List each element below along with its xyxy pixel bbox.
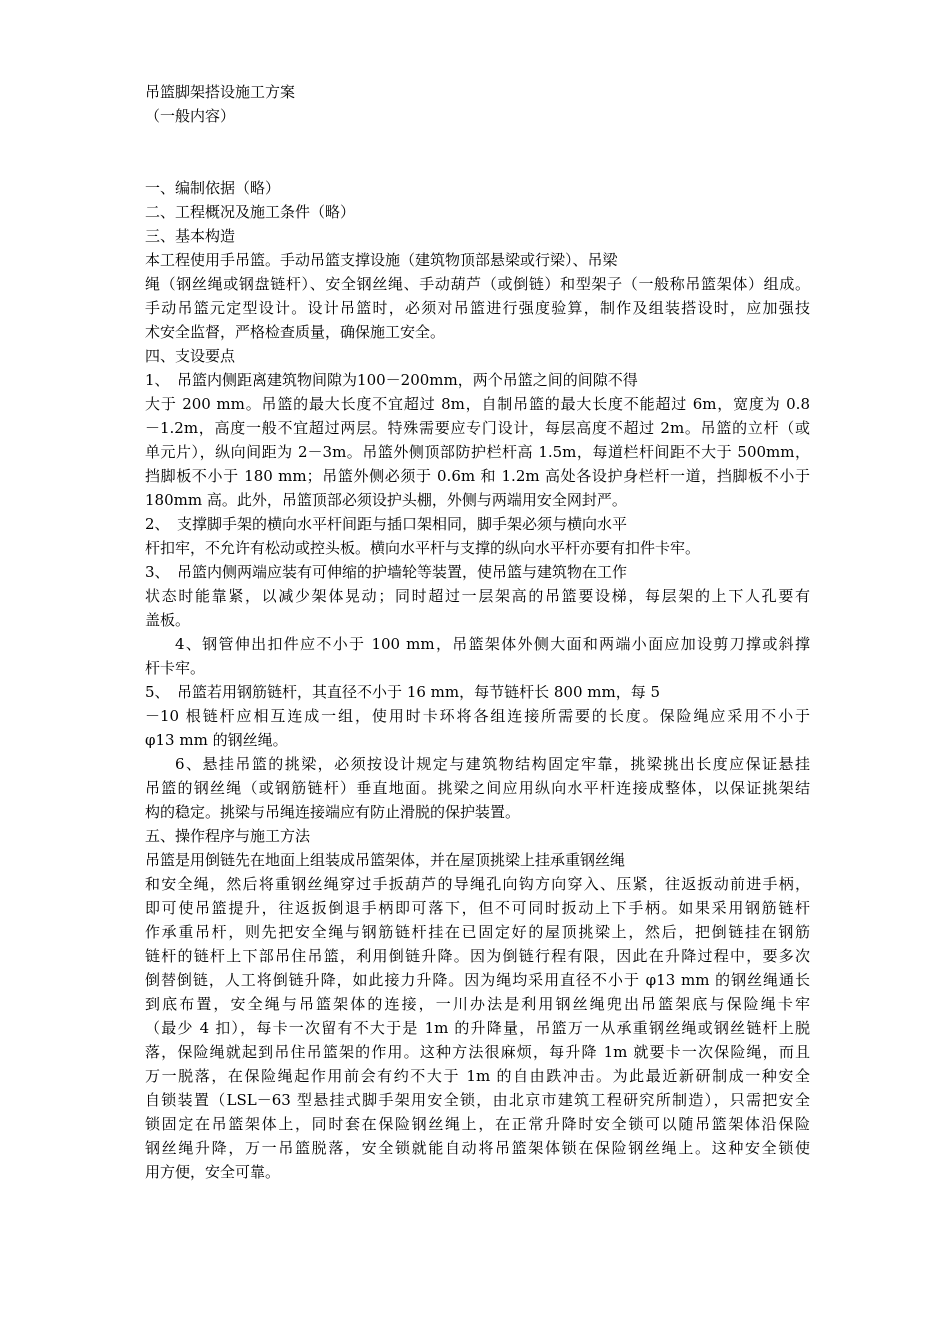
text-line: 5、 吊篮若用钢筋链杆，其直径不小于 16 mm，每节链杆长 800 mm，每 5: [145, 683, 661, 701]
paragraph-point-3: [145, 560, 810, 632]
text-line: 即可使吊篮提升，往返扳倒退手柄即可落下，但不可同时扳动上下手柄。如果采用钢筋链杆: [145, 899, 810, 917]
text-line: 自锁装置（LSL－63 型悬挂式脚手架用安全锁，由北京市建筑工程研究所制造），只需把安全: [145, 1091, 810, 1109]
text-line: 盖板。: [145, 611, 191, 629]
text-line: φ13 mm 的钢丝绳。: [145, 731, 288, 749]
text-line: 3、 吊篮内侧两端应装有可伸缩的护墙轮等装置，使吊篮与建筑物在工作: [145, 563, 628, 581]
text-line: 万一脱落，在保险绳起作用前会有约不大于 1m 的自由跌冲击。为此最近新研制成一种安全: [145, 1067, 810, 1085]
text-line: 本工程使用手吊篮。手动吊篮支撑设施（建筑物顶部悬梁或行梁）、吊梁: [145, 251, 618, 269]
text-line: 状态时能靠紧，以减少架体晃动；同时超过一层架高的吊篮要设梯，每层架的上下人孔要有: [145, 587, 810, 605]
text-line: 1、 吊篮内侧距离建筑物间隙为100－200mm，两个吊篮之间的间隙不得: [145, 371, 638, 389]
text-line: 倒替倒链，人工将倒链升降，如此接力升降。因为绳均采用直径不小于 φ13 mm 的钢丝绳通长: [145, 971, 810, 989]
text-line: 钢丝绳升降，万一吊篮脱落，安全锁就能自动将吊篮架体锁在保险钢丝绳上。这种安全锁使: [145, 1139, 810, 1157]
section-heading-2: 二、工程概况及施工条件（略）: [145, 203, 356, 221]
text-line: 单元片），纵向间距为 2－3m。吊篮外侧顶部防护栏杆高 1.5m，每道栏杆间距不大于 500mm，: [145, 443, 810, 461]
document-body: [145, 80, 810, 1184]
document-subtitle: （一般内容）: [145, 107, 236, 125]
text-line: 用方便，安全可靠。: [145, 1163, 281, 1181]
paragraph-point-4: [145, 632, 810, 680]
text-line: 构的稳定。挑梁与吊绳连接端应有防止滑脱的保护装置。: [145, 803, 521, 821]
document-title: 吊篮脚架搭设施工方案: [145, 83, 296, 101]
text-line: 到底布置，安全绳与吊篮架体的连接，一川办法是利用钢丝绳兜出吊篮架底与保险绳卡牢: [145, 995, 810, 1013]
section-heading-5: 五、操作程序与施工方法: [145, 827, 311, 845]
text-line: －1.2m，高度一般不宜超过两层。特殊需要应专门设计，每层高度不超过 2m。吊篮的立杆（或: [145, 419, 810, 437]
text-line: 术安全监督，严格检查质量，确保施工安全。: [145, 323, 446, 341]
text-line: 180mm 高。此外，吊篮顶部必须设护头棚，外侧与两端用安全网封严。: [145, 491, 627, 509]
text-line: 吊篮是用倒链先在地面上组装成吊篮架体，并在屋顶挑梁上挂承重钢丝绳: [145, 851, 626, 869]
text-line: 锁固定在吊篮架体上，同时套在保险钢丝绳上，在正常升降时安全锁可以随吊篮架体沿保险: [145, 1115, 810, 1133]
text-line: 杆扣牢，不允许有松动或控头板。横向水平杆与支撑的纵向水平杆亦要有扣件卡牢。: [145, 539, 701, 557]
text-line: 2、 支撑脚手架的横向水平杆间距与插口架相同，脚手架必须与横向水平: [145, 515, 628, 533]
section-heading-1: 一、编制依据（略）: [145, 179, 281, 197]
text-line: 杆卡牢。: [145, 659, 206, 677]
text-line: （最少 4 扣），每卡一次留有不大于是 1m 的升降量，吊篮万一从承重钢丝绳或钢丝链杆上脱: [145, 1019, 810, 1037]
text-line: 绳（钢丝绳或钢盘链杆）、安全钢丝绳、手动葫芦（或倒链）和型架子（一般称吊篮架体）组成。: [145, 275, 810, 293]
text-line: 链杆的链杆上下部吊住吊篮，利用倒链升降。因为倒链行程有限，因此在升降过程中，要多次: [145, 947, 810, 965]
text-line: 作承重吊杆，则先把安全绳与钢筋链杆挂在已固定好的屋顶挑梁上，然后，把倒链挂在钢筋: [145, 923, 810, 941]
text-line: －10 根链杆应相互连成一组，使用时卡环将各组连接所需要的长度。保险绳应采用不小于: [145, 707, 810, 725]
text-line: 4、钢管伸出扣件应不小于 100 mm，吊篮架体外侧大面和两端小面应加设剪刀撑或斜撑: [175, 635, 810, 653]
paragraph-point-6: [145, 752, 810, 824]
paragraph-point-5: [145, 680, 810, 752]
paragraph-operation: [145, 848, 810, 1184]
section-heading-3: 三、基本构造: [145, 227, 236, 245]
text-line: 手动吊篮元定型设计。设计吊篮时，必须对吊篮进行强度验算，制作及组装搭设时，应加强技: [145, 299, 810, 317]
section-heading-4: 四、支设要点: [145, 347, 236, 365]
text-line: 大于 200 mm。吊篮的最大长度不宜超过 8m，自制吊篮的最大长度不能超过 6m，宽度为 0.8: [145, 395, 810, 413]
spacer: [145, 128, 810, 176]
text-line: 和安全绳，然后将重钢丝绳穿过手扳葫芦的导绳孔向钩方向穿入、压紧，往返扳动前进手柄，: [145, 875, 810, 893]
text-line: 挡脚板不小于 180 mm；吊篮外侧必须于 0.6m 和 1.2m 高处各设护身栏杆一道，挡脚板不小于: [145, 467, 810, 485]
text-line: 6、悬挂吊篮的挑梁，必须按设计规定与建筑物结构固定牢靠，挑梁挑出长度应保证悬挂: [175, 755, 810, 773]
text-line: 吊篮的钢丝绳（或钢筋链杆）垂直地面。挑梁之间应用纵向水平杆连接成整体，以保证挑架结: [145, 779, 810, 797]
paragraph-point-1: [145, 368, 810, 512]
text-line: 落，保险绳就起到吊住吊篮架的作用。这种方法很麻烦，每升降 1m 就要卡一次保险绳，而且: [145, 1043, 810, 1061]
paragraph-point-2: [145, 512, 810, 560]
paragraph-basic-structure: [145, 248, 810, 344]
